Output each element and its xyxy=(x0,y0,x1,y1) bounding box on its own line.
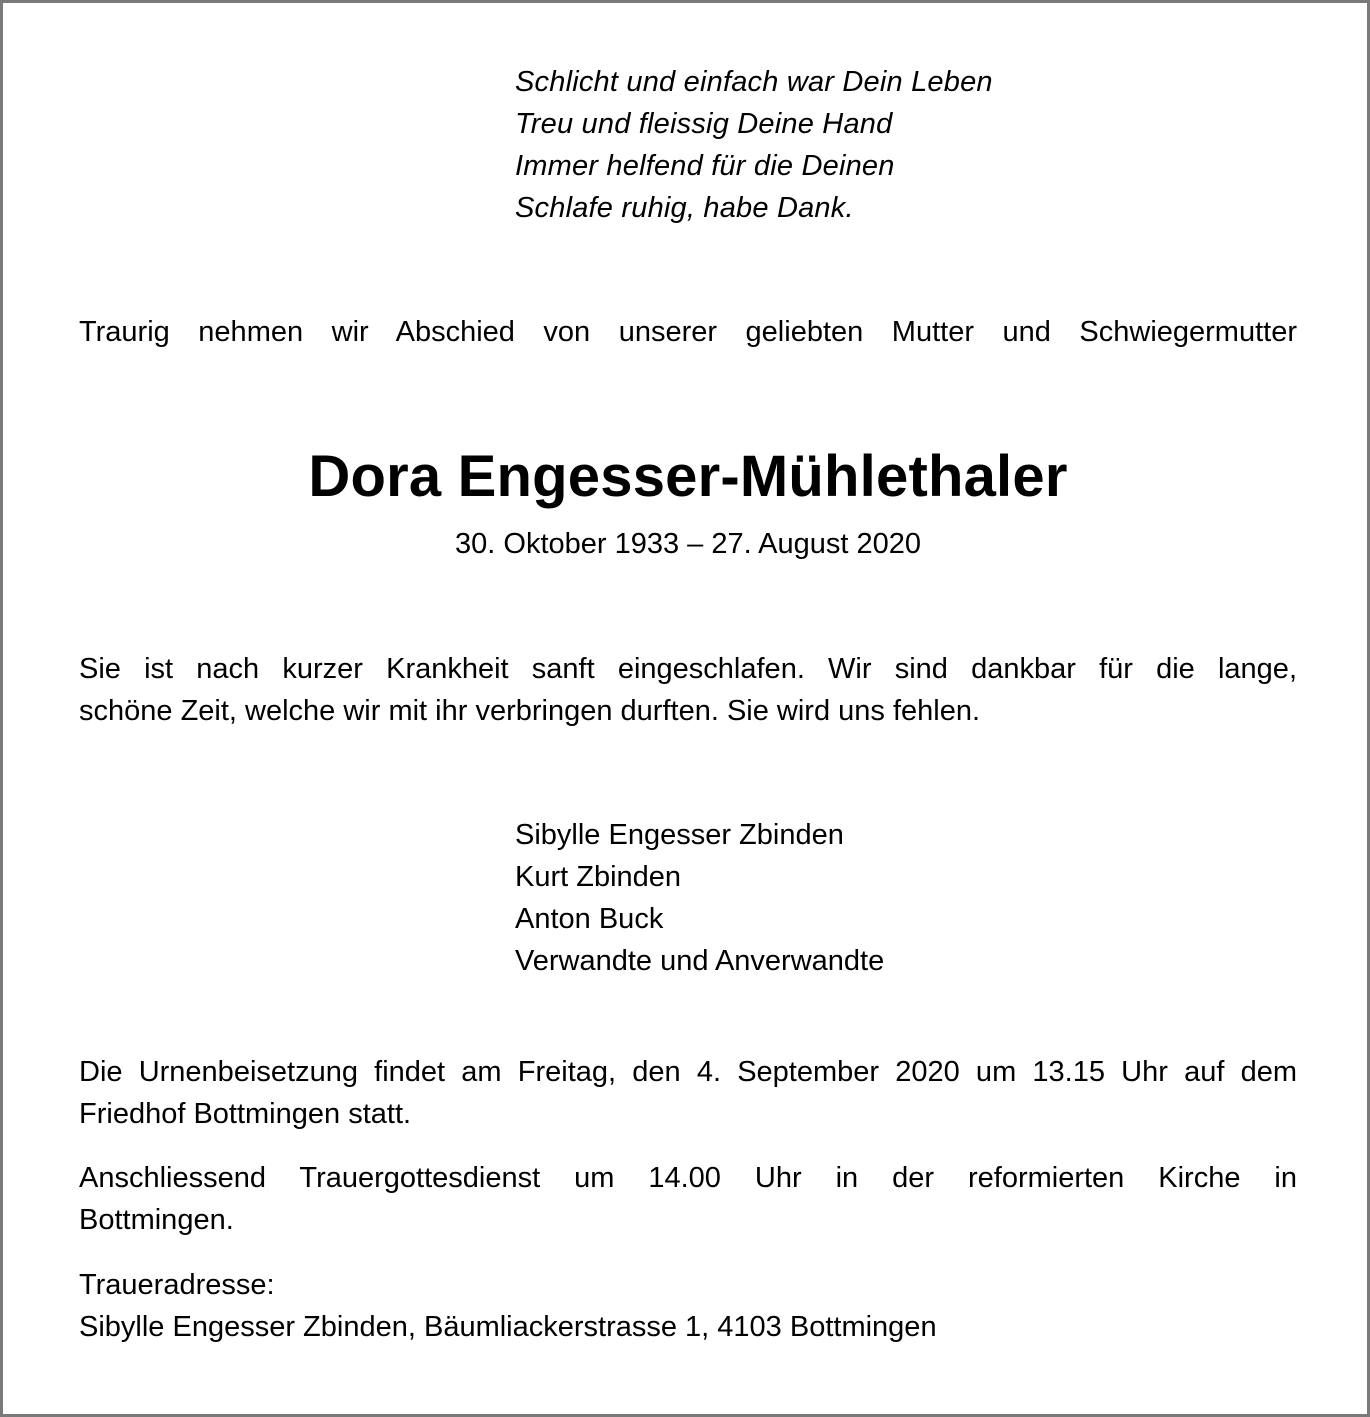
mourner-name: Anton Buck xyxy=(515,903,664,935)
farewell-message-line: Sie ist nach kurzer Krankheit sanft eingeschlafen. Wir sind dankbar für die lange, xyxy=(79,653,1297,685)
mourning-address xyxy=(79,1264,1297,1348)
farewell-message-line: schöne Zeit, welche wir mit ihr verbringen durften. Sie wird uns fehlen. xyxy=(79,695,981,727)
poem-line: Treu und fleissig Deine Hand xyxy=(515,108,893,140)
deceased-name: Dora Engesser-Mühlethaler xyxy=(308,444,1068,509)
life-dates: 30. Oktober 1933 – 27. August 2020 xyxy=(455,528,921,560)
address-value: Sibylle Engesser Zbinden, Bäumliackerstrasse 1, 4103 Bottmingen xyxy=(79,1311,937,1343)
address-label: Traueradresse: xyxy=(79,1269,275,1301)
intro-text: Traurig nehmen wir Abschied von unserer geliebten Mutter und Schwiegermutter xyxy=(79,316,1297,348)
poem-line: Schlicht und einfach war Dein Leben xyxy=(515,66,993,98)
poem-line: Immer helfend für die Deinen xyxy=(515,150,895,182)
mourners-list xyxy=(515,814,884,982)
poem-line: Schlafe ruhig, habe Dank. xyxy=(515,192,854,224)
burial-info-line: Friedhof Bottmingen statt. xyxy=(79,1098,412,1130)
service-info-line: Anschliessend Trauergottesdienst um 14.00 Uhr in der reformierten Kirche in xyxy=(79,1162,1297,1194)
mourner-name: Kurt Zbinden xyxy=(515,861,682,893)
burial-info xyxy=(79,1051,1297,1135)
poem xyxy=(515,61,993,229)
mourner-name: Sibylle Engesser Zbinden xyxy=(515,819,844,851)
farewell-message xyxy=(79,648,1297,732)
mourner-name: Verwandte und Anverwandte xyxy=(515,945,885,977)
service-info-line: Bottmingen. xyxy=(79,1204,234,1236)
burial-info-line: Die Urnenbeisetzung findet am Freitag, den 4. September 2020 um 13.15 Uhr auf dem xyxy=(79,1056,1297,1088)
service-info xyxy=(79,1157,1297,1241)
